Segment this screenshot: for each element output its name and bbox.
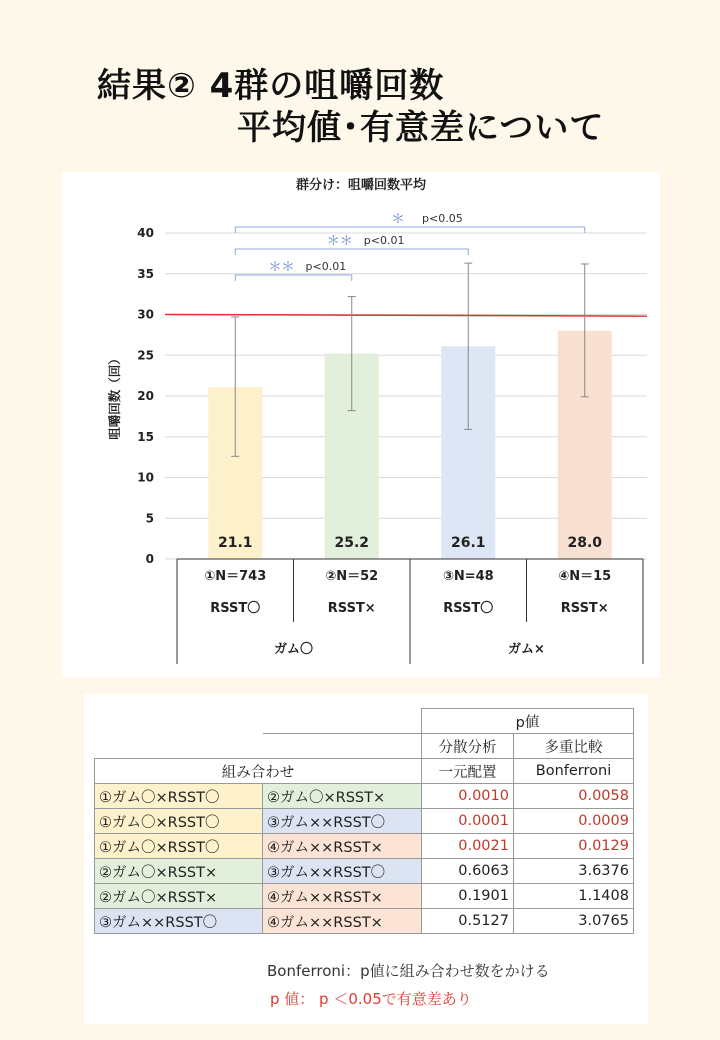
anova-p-cell: 0.0010 [422, 784, 514, 809]
header-multiple-comparison: 多重比較 [514, 734, 634, 759]
group-a-cell: ②ガム〇×RSST× [95, 884, 263, 909]
significance-bracket [235, 249, 468, 255]
bonferroni-p-cell: 1.1408 [514, 884, 634, 909]
anova-p-cell: 0.5127 [422, 909, 514, 934]
significance-stars: ＊＊ [326, 234, 353, 249]
p-value-table-panel [84, 694, 648, 1024]
group-label: ガム〇 [273, 642, 314, 657]
data-label: 26.1 [450, 535, 486, 551]
y-tick-label: 25 [137, 348, 154, 363]
bar-chart [62, 172, 660, 678]
group-b-cell: ③ガム××RSST〇 [263, 809, 422, 834]
group-b-cell: ④ガム××RSST× [263, 834, 422, 859]
anova-p-cell: 0.1901 [422, 884, 514, 909]
chart-title: 群分け：咀嚼回数平均 [295, 178, 427, 193]
group-a-cell: ②ガム〇×RSST× [95, 859, 263, 884]
significance-bracket [235, 227, 585, 233]
subcategory-label: RSST× [560, 601, 609, 616]
group-a-cell: ①ガム〇×RSST〇 [95, 834, 263, 859]
bar-chart-panel [62, 172, 660, 678]
y-tick-label: 0 [145, 552, 154, 566]
category-label: ②N＝52 [325, 569, 379, 584]
data-label: 28.0 [567, 535, 603, 551]
p-value-table [94, 708, 634, 934]
header-oneway: 一元配置 [422, 759, 514, 784]
bonferroni-p-cell: 3.0765 [514, 909, 634, 934]
y-tick-label: 20 [137, 389, 154, 403]
group-label: ガム× [508, 642, 545, 657]
header-pvalue: p値 [422, 709, 634, 734]
significance-note: p 値： p ＜0.05で有意差あり [270, 990, 472, 1008]
category-label: ③N=48 [442, 569, 494, 584]
slide-title-line1: 結果② 4群の咀嚼回数 [97, 66, 445, 106]
y-tick-label: 40 [137, 226, 154, 240]
group-b-cell: ④ガム××RSST× [263, 909, 422, 934]
anova-p-cell: 0.6063 [422, 859, 514, 884]
y-tick-label: 10 [137, 470, 154, 485]
significance-bracket [235, 275, 352, 281]
data-label: 25.2 [334, 535, 370, 551]
header-anova: 分散分析 [422, 734, 514, 759]
y-tick-label: 35 [137, 266, 154, 281]
bonferroni-note: Bonferroni：p値に組み合わせ数をかける [267, 962, 550, 980]
table-row [95, 909, 634, 934]
group-b-cell: ③ガム××RSST〇 [263, 859, 422, 884]
header-combination: 組み合わせ [95, 759, 422, 784]
table-row [95, 834, 634, 859]
bonferroni-p-cell: 0.0129 [514, 834, 634, 859]
subcategory-label: RSST〇 [443, 601, 494, 616]
significance-stars: ＊ [391, 212, 405, 227]
group-a-cell: ①ガム〇×RSST〇 [95, 809, 263, 834]
bonferroni-p-cell: 3.6376 [514, 859, 634, 884]
subcategory-label: RSST〇 [210, 601, 261, 616]
significance-label: p<0.01 [363, 234, 405, 247]
y-tick-label: 15 [137, 429, 154, 444]
category-label: ①N＝743 [204, 569, 267, 584]
anova-p-cell: 0.0001 [422, 809, 514, 834]
group-a-cell: ①ガム〇×RSST〇 [95, 784, 263, 809]
bonferroni-p-cell: 0.0058 [514, 784, 634, 809]
header-bonferroni: Bonferroni [514, 759, 634, 784]
group-b-cell: ④ガム××RSST× [263, 884, 422, 909]
group-a-cell: ③ガム××RSST〇 [95, 909, 263, 934]
significance-stars: ＊＊ [268, 260, 295, 275]
slide-title-line2: 平均値･有意差について [237, 108, 605, 148]
bonferroni-p-cell: 0.0009 [514, 809, 634, 834]
table-row [95, 884, 634, 909]
table-row [95, 784, 634, 809]
table-row [95, 859, 634, 884]
data-label: 21.1 [217, 535, 253, 551]
table-header-row-3 [95, 759, 634, 784]
subcategory-label: RSST× [327, 601, 376, 616]
group-b-cell: ②ガム〇×RSST× [263, 784, 422, 809]
y-tick-label: 30 [137, 307, 154, 322]
table-header-row-2 [95, 734, 634, 759]
anova-p-cell: 0.0021 [422, 834, 514, 859]
table-row [95, 809, 634, 834]
y-axis-label: 咀嚼回数（回） [107, 352, 122, 440]
significance-label: p<0.01 [305, 260, 347, 273]
category-label: ④N＝15 [558, 569, 612, 584]
y-tick-label: 5 [145, 511, 154, 526]
significance-label: p<0.05 [422, 212, 463, 225]
table-header-row-1 [95, 709, 634, 734]
